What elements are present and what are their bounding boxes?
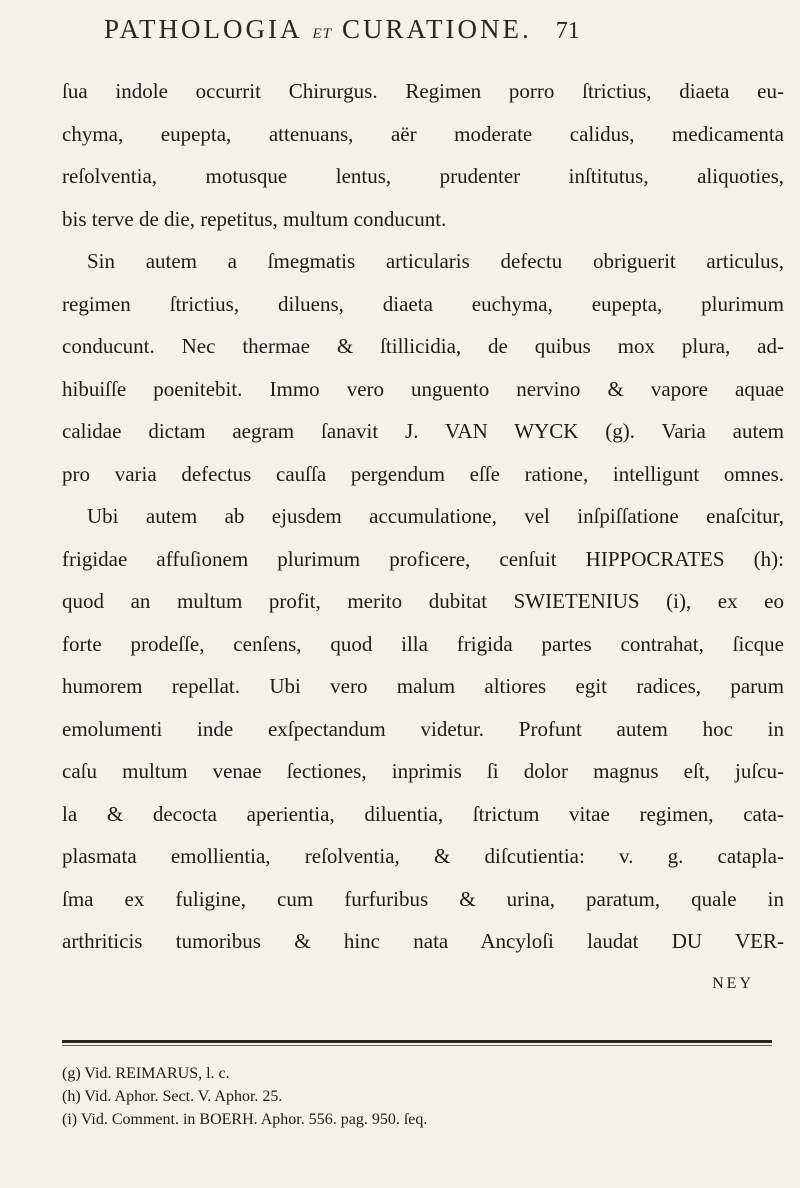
footnotes (62, 1062, 782, 1131)
text-line: reſolventia, motusque lentus, prudenter inſtitutus, aliquoties, (62, 164, 784, 188)
text-line: plasmata emollientia, reſolventia, & diſcutientia: v. g. catapla- (62, 844, 784, 868)
text-line: frigidae affuſionem plurimum proficere, cenſuit HIPPOCRATES (h): (62, 546, 784, 571)
text-line: la & decocta aperientia, diluentia, ſtrictum vitae regimen, cata- (62, 801, 784, 826)
header-conjunction: ET (312, 26, 333, 42)
catchword: NEY (712, 974, 754, 992)
text-line: humorem repellat. Ubi vero malum altiores egit radices, parum (62, 674, 784, 698)
footnote-h: (h) Vid. Aphor. Sect. V. Aphor. 25. (62, 1088, 283, 1105)
text-line: pro varia defectus cauſſa pergendum eſſe ratione, intelligunt omnes. (62, 461, 784, 486)
text-line: ſma ex fuligine, cum furfuribus & urina, paratum, quale in (62, 886, 784, 911)
footnote-rule (62, 1040, 772, 1043)
body-text (62, 70, 784, 1005)
header-right: CURATIONE. (342, 14, 532, 44)
text-line: bis terve de die, repetitus, multum conducunt. (62, 206, 447, 231)
text-line: chyma, eupepta, attenuans, aër moderate calidus, medicamenta (62, 121, 784, 146)
text-line: Sin autem a ſmegmatis articularis defectu obriguerit articulus, (87, 249, 784, 273)
footnote-g: (g) Vid. REIMARUS, l. c. (62, 1065, 230, 1082)
text-line: arthriticis tumoribus & hinc nata Ancyloſi laudat DU VER- (62, 929, 784, 953)
text-line: hibuiſſe poenitebit. Immo vero unguento nervino & vapore aquae (62, 376, 784, 401)
page-number: 71 (555, 18, 580, 44)
running-header (104, 14, 794, 54)
footnote-i: (i) Vid. Comment. in BOERH. Aphor. 556. pag. 950. ſeq. (62, 1111, 428, 1128)
text-line: caſu multum venae ſectiones, inprimis ſi dolor magnus eſt, juſcu- (62, 759, 784, 783)
text-line: forte prodeſſe, cenſens, quod illa frigida partes contrahat, ſicque (62, 631, 784, 656)
footnote-rule-thin (62, 1045, 772, 1046)
text-line: calidae dictam aegram ſanavit J. VAN WYCK (g). Varia autem (62, 419, 784, 443)
text-line: quod an multum profit, merito dubitat SWIETENIUS (i), ex eo (62, 589, 784, 613)
text-line: emolumenti inde exſpectandum videtur. Profunt autem hoc in (62, 716, 784, 741)
header-left: PATHOLOGIA (104, 14, 303, 44)
text-line: regimen ſtrictius, diluens, diaeta euchyma, eupepta, plurimum (62, 291, 784, 316)
text-line: ſua indole occurrit Chirurgus. Regimen porro ſtrictius, diaeta eu- (62, 79, 784, 103)
text-line: Ubi autem ab ejusdem accumulatione, vel inſpiſſatione enaſcitur, (87, 504, 784, 528)
text-line: conducunt. Nec thermae & ſtillicidia, de quibus mox plura, ad- (62, 334, 784, 358)
